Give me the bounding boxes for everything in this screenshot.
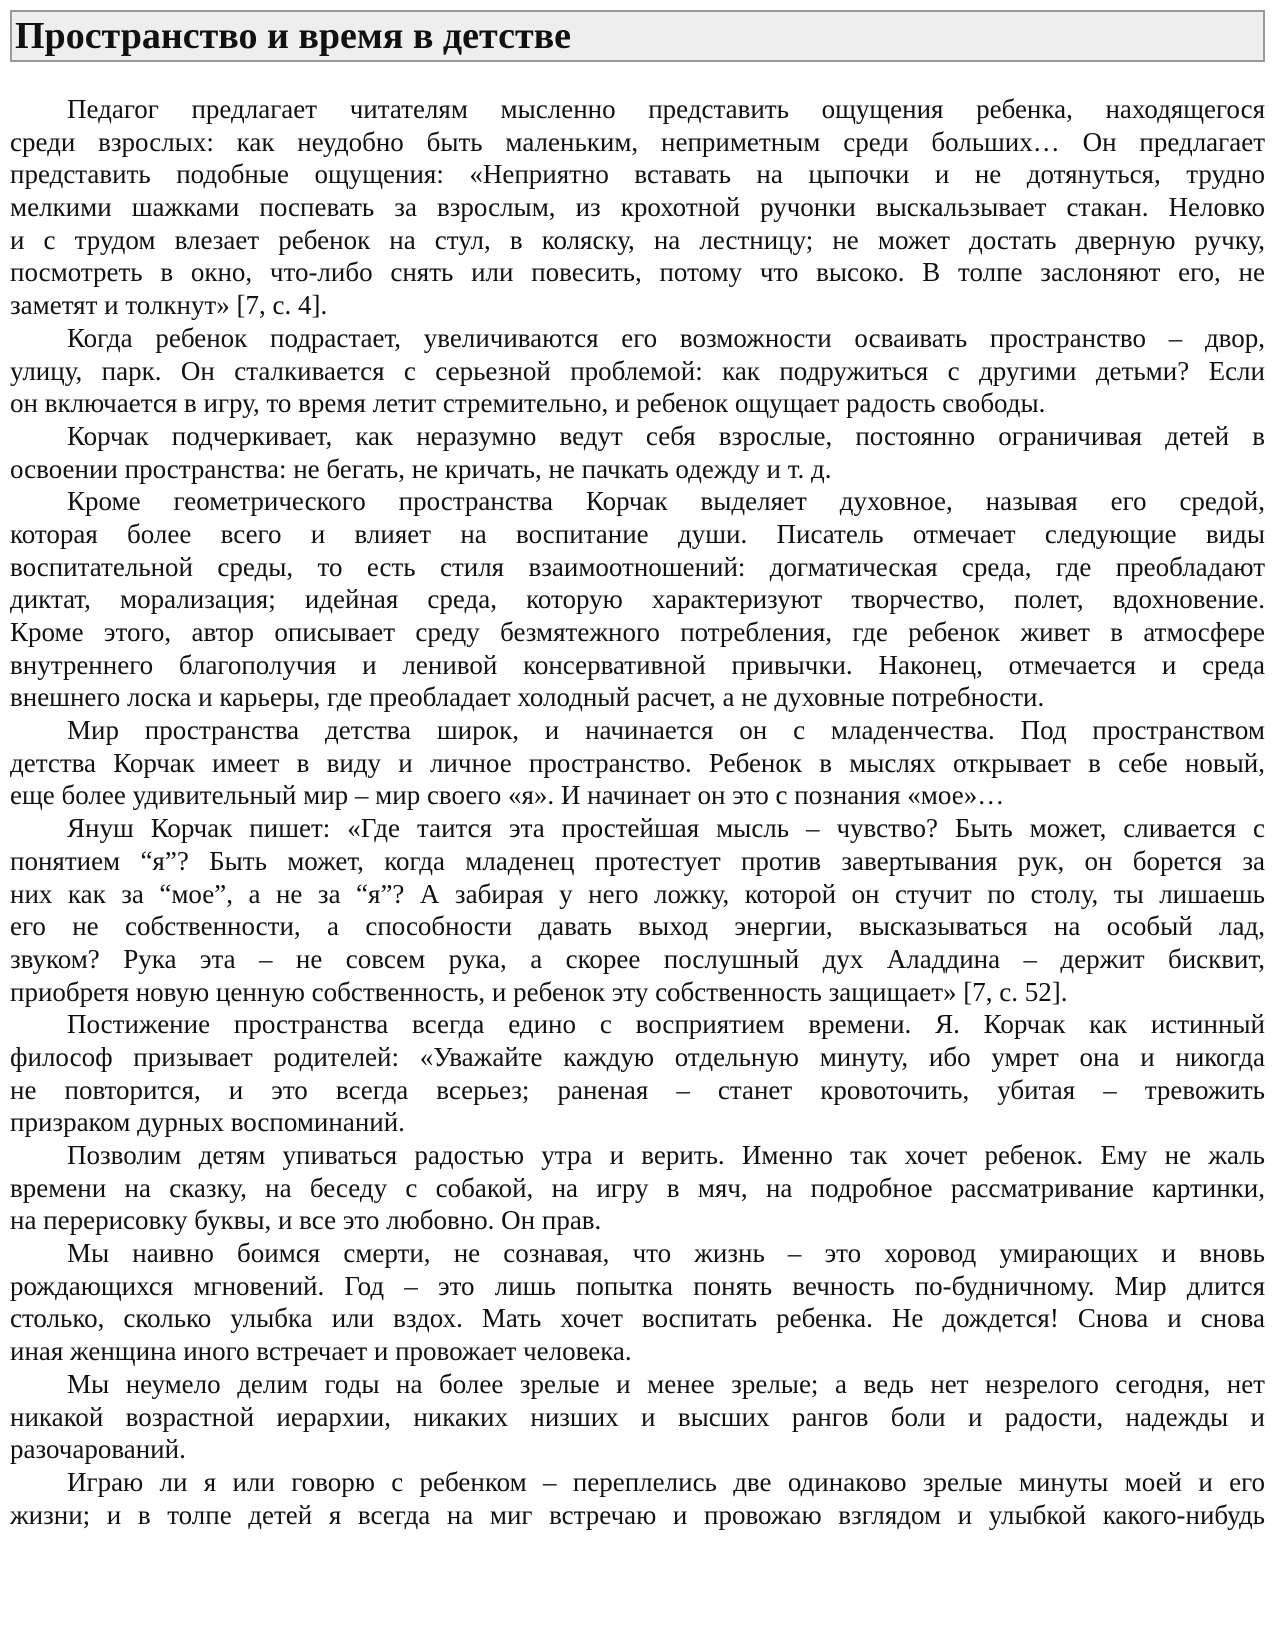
text-line: иная женщина иного встречает и провожает человека. <box>10 1336 632 1367</box>
text-line: улицу, парк. Он сталкивается с серьезной проблемой: как подружиться с другими детьми? Если <box>10 355 1265 386</box>
paragraph <box>10 1139 1265 1237</box>
text-line: разочарований. <box>10 1434 186 1465</box>
text-line: Януш Корчак пишет: «Где таится эта простейшая мысль – чувство? Быть может, сливается с <box>67 813 1265 844</box>
text-line: них как за “мое”, а не за “я”? А забирая у него ложку, которой он стучит по столу, ты лишаешь <box>10 878 1265 909</box>
paragraph <box>10 1008 1265 1139</box>
text-line: никакой возрастной иерархии, никаких низших и высших рангов боли и радости, надежды и <box>10 1401 1265 1432</box>
text-line: его не собственности, а способности давать выход энергии, высказываться на особый лад, <box>10 911 1265 942</box>
text-line: рождающихся мгновений. Год – это лишь попытка понять вечность по-будничному. Мир длится <box>10 1270 1265 1301</box>
text-line: Педагог предлагает читателям мысленно представить ощущения ребенка, находящегося <box>67 94 1265 124</box>
paragraph <box>10 1237 1265 1368</box>
text-line: Кроме этого, автор описывает среду безмятежного потребления, где ребенок живет в атмосфере <box>10 617 1265 647</box>
text-line: Когда ребенок подрастает, увеличиваются его возможности осваивать пространство – двор, <box>67 322 1265 353</box>
text-line: освоении пространства: не бегать, не кричать, не пачкать одежду и т. д. <box>10 453 832 484</box>
paragraph <box>10 812 1265 1008</box>
text-line: еще более удивительный мир – мир своего «я». И начинает он это с познания «мое»… <box>10 780 1005 811</box>
text-line: времени на сказку, на беседу с собакой, на игру в мяч, на подробное рассматривание картинки, <box>10 1172 1265 1203</box>
text-line: на перерисовку буквы, и все это любовно. Он прав. <box>10 1205 602 1236</box>
text-line: посмотреть в окно, что-либо снять или повесить, потому что высоко. В толпе заслоняют его, не <box>10 257 1265 288</box>
page-title: Пространство и время в детстве <box>15 15 572 57</box>
text-line: он включается в игру, то время летит стремительно, и ребенок ощущает радость свободы. <box>10 388 1046 419</box>
paragraph <box>10 322 1265 420</box>
text-line: внешнего лоска и карьеры, где преобладает холодный расчет, а не духовные потребности. <box>10 682 1045 713</box>
text-line: не повторится, и это всегда всерьез; раненая – станет кровоточить, убитая – тревожить <box>10 1074 1265 1105</box>
paragraph <box>10 1466 1265 1531</box>
text-line: звуком? Рука эта – не совсем рука, а скорее послушный дух Аладдина – держит бисквит, <box>10 943 1265 974</box>
paragraph <box>10 420 1265 485</box>
text-line: Мир пространства детства широк, и начинается он с младенчества. Под пространством <box>67 715 1265 746</box>
text-line: мелкими шажками поспевать за взрослым, из крохотной ручонки выскальзывает стакан. Неловко <box>10 192 1265 223</box>
paragraph <box>10 485 1265 714</box>
text-line: приобретя новую ценную собственность, и ребенок эту собственность защищает» [7, с. 52]. <box>10 976 1068 1007</box>
text-line: внутреннего благополучия и ленивой консервативной привычки. Наконец, отмечается и среда <box>10 649 1265 680</box>
text-line: понятием “я”? Быть может, когда младенец протестует против завертывания рук, он борется за <box>10 845 1265 876</box>
text-line: Корчак подчеркивает, как неразумно ведут себя взрослые, постоянно ограничивая детей в <box>67 420 1265 451</box>
text-line: воспитательной среды, то есть стиля взаимоотношений: догматическая среда, где преобладают <box>10 551 1265 582</box>
text-line: жизни; и в толпе детей я всегда на миг встречаю и провожаю взглядом и улыбкой какого-нибудь <box>10 1499 1265 1530</box>
text-line: Позволим детям упиваться радостью утра и верить. Именно так хочет ребенок. Ему не жаль <box>67 1140 1265 1170</box>
text-line: среди взрослых: как неудобно быть маленьким, неприметным среди больших… Он предлагает <box>10 126 1265 157</box>
text-line: представить подобные ощущения: «Неприятно вставать на цыпочки и не дотянуться, трудно <box>10 159 1265 190</box>
text-line: философ призывает родителей: «Уважайте каждую отдельную минуту, ибо умрет она и никогда <box>10 1041 1265 1072</box>
text-line: и с трудом влезает ребенок на стул, в коляску, на лестницу; не может достать дверную ручку, <box>10 224 1265 255</box>
text-line: заметят и толкнут» [7, с. 4]. <box>10 290 328 321</box>
text-line: Мы наивно боимся смерти, не сознавая, что жизнь – это хоровод умирающих и вновь <box>67 1238 1265 1269</box>
text-line: Мы неумело делим годы на более зрелые и менее зрелые; а ведь нет незрелого сегодня, нет <box>67 1368 1265 1399</box>
text-line: Играю ли я или говорю с ребенком – переплелись две одинаково зрелые минуты моей и его <box>67 1466 1265 1497</box>
paragraph <box>10 714 1265 812</box>
paragraph <box>10 1368 1265 1466</box>
paragraph <box>10 93 1265 322</box>
text-line: Постижение пространства всегда едино с восприятием времени. Я. Корчак как истинный <box>67 1009 1265 1040</box>
text-line: призраком дурных воспоминаний. <box>10 1107 405 1138</box>
document-body <box>10 93 1265 1531</box>
text-line: столько, сколько улыбка или вздох. Мать хочет воспитать ребенка. Не дождется! Снова и снова <box>10 1303 1265 1334</box>
text-line: диктат, морализация; идейная среда, которую характеризуют творчество, полет, вдохновение. <box>10 584 1265 615</box>
text-line: детства Корчак имеет в виду и личное пространство. Ребенок в мыслях открывает в себе новый, <box>10 747 1265 778</box>
text-line: которая более всего и влияет на воспитание души. Писатель отмечает следующие виды <box>10 518 1265 549</box>
text-line: Кроме геометрического пространства Корчак выделяет духовное, называя его средой, <box>67 486 1265 517</box>
heading-box <box>10 10 1265 62</box>
